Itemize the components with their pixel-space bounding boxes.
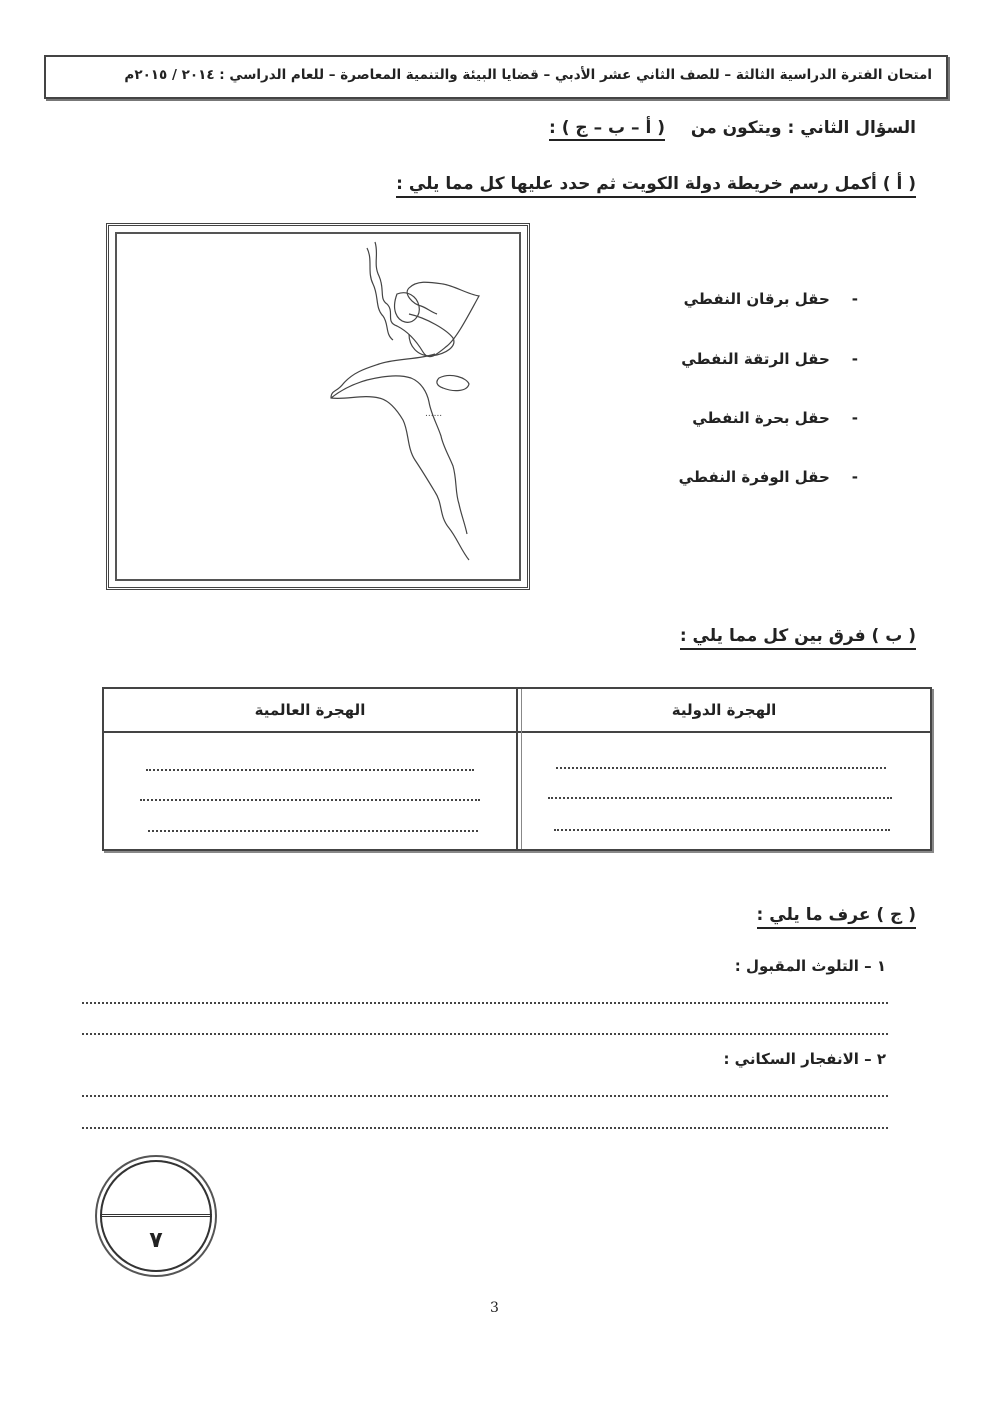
question-title-text: السؤال الثاني : ويتكون من bbox=[690, 118, 916, 138]
answer-line[interactable] bbox=[556, 767, 886, 769]
oil-field-item bbox=[684, 290, 858, 308]
question-parts: ( أ – ب – ج ) : bbox=[549, 118, 665, 141]
col-header-global-migration: الهجرة العالمية bbox=[104, 689, 516, 733]
table-divider bbox=[516, 689, 522, 849]
answer-line[interactable] bbox=[82, 1002, 888, 1004]
answer-line[interactable] bbox=[148, 830, 478, 832]
grade-divider bbox=[100, 1214, 212, 1217]
oil-field-item bbox=[692, 409, 858, 427]
answer-line[interactable] bbox=[82, 1033, 888, 1035]
oil-field-label: حقل الوفرة النفطي bbox=[678, 468, 830, 486]
list-dash: - bbox=[851, 350, 858, 368]
definition-label: ١ – التلوث المقبول : bbox=[734, 957, 886, 975]
answer-line[interactable] bbox=[140, 799, 480, 801]
section-b-label: ( ب ) فرق بين كل مما يلي : bbox=[680, 626, 916, 650]
page-number: 3 bbox=[490, 1300, 499, 1316]
grade-circle bbox=[100, 1160, 212, 1272]
oil-field-label: حقل بحرة النفطي bbox=[692, 409, 830, 427]
definition-label: ٢ – الانفجار السكاني : bbox=[723, 1050, 886, 1068]
list-dash: - bbox=[851, 468, 858, 486]
oil-field-label: حقل الرتقة النفطي bbox=[681, 350, 830, 368]
list-dash: - bbox=[851, 409, 858, 427]
oil-field-item bbox=[681, 350, 858, 368]
list-dash: - bbox=[851, 290, 858, 308]
answer-line[interactable] bbox=[146, 769, 474, 771]
answer-line[interactable] bbox=[548, 797, 892, 799]
question-title bbox=[549, 118, 916, 141]
answer-line[interactable] bbox=[82, 1127, 888, 1129]
section-c-label: ( ج ) عرف ما يلي : bbox=[757, 905, 916, 929]
kuwait-map-outline bbox=[117, 234, 513, 573]
exam-header bbox=[44, 55, 948, 99]
kuwait-map-area[interactable] bbox=[115, 232, 521, 581]
answer-line[interactable] bbox=[82, 1095, 888, 1097]
oil-field-item bbox=[679, 468, 858, 486]
grade-total: ٧ bbox=[149, 1228, 163, 1253]
col-header-international-migration: الهجرة الدولية bbox=[518, 689, 930, 733]
exam-header-title: امتحان الفترة الدراسية الثالثة – للصف الثاني عشر الأدبي – قضايا البيئة والتنمية المعاصرة – للعام الدراسي : ٢٠١٤ / ٢٠١٥م bbox=[124, 67, 932, 83]
oil-field-label: حقل برقان النفطي bbox=[683, 290, 830, 308]
comparison-table bbox=[102, 687, 932, 851]
section-a-label: ( أ ) أكمل رسم خريطة دولة الكويت ثم حدد عليها كل مما يلي : bbox=[396, 174, 916, 198]
kuwait-map-frame bbox=[106, 223, 530, 590]
answer-line[interactable] bbox=[554, 829, 890, 831]
svg-text:......: ...... bbox=[425, 409, 443, 419]
